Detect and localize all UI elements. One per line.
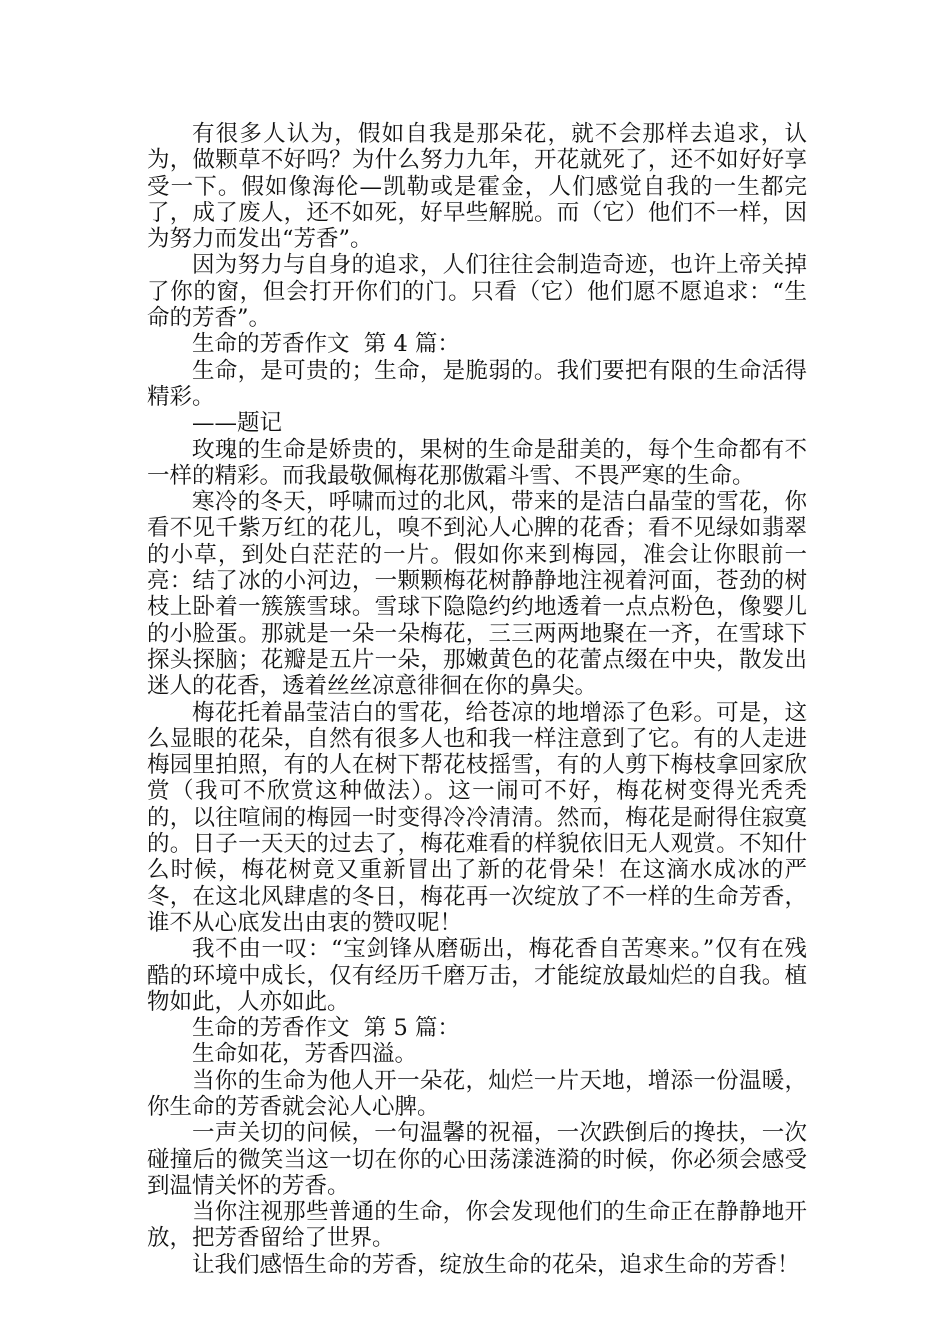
paragraph-5-4: 当你注视那些普通的生命，你会发现他们的生命正在静静地开放，把芳香留给了世界。 (147, 1199, 807, 1252)
paragraph-intro-1: 有很多人认为，假如自我是那朵花，就不会那样去追求，认为，做颗草不好吗？为什么努力九年，开花就死了，还不如好好享受一下。假如像海伦—凯勒或是霍金，人们感觉自我的一生都完了，成了废人，还不如死，好早些解脱。而（它）他们不一样，因为努力而发出“芳香”。 (147, 121, 807, 253)
paragraph-4-1: 玫瑰的生命是娇贵的，果树的生命是甜美的，每个生命都有不一样的精彩。而我最敬佩梅花那傲霜斗雪、不畏严寒的生命。 (147, 436, 807, 489)
document-page (147, 121, 807, 1278)
section-heading-5: 生命的芳香作文 第 5 篇： (192, 1015, 460, 1042)
paragraph-4-4: 我不由一叹：“宝剑锋从磨砺出，梅花香自苦寒来。”仅有在残酷的环境中成长，仅有经历千磨万击，才能绽放最灿烂的自我。植物如此，人亦如此。 (147, 936, 807, 1015)
paragraph-5-3: 一声关切的问候，一句温馨的祝福，一次跌倒后的搀扶，一次碰撞后的微笑当这一切在你的心田荡漾涟漪的时候，你必须会感受到温情关怀的芳香。 (147, 1120, 807, 1199)
paragraph-4-3: 梅花托着晶莹洁白的雪花，给苍凉的地增添了色彩。可是，这么显眼的花朵，自然有很多人也和我一样注意到了它。有的人走进梅园里拍照，有的人在树下帮花枝摇雪，有的人剪下梅枝拿回家欣赏（我可不欣赏这种做法）。这一闹可不好，梅花树变得光秃秃的，以往喧闹的梅园一时变得冷冷清清。然而，梅花是耐得住寂寞的。日子一天天的过去了，梅花难看的样貌依旧无人观赏。不知什么时候，梅花树竟又重新冒出了新的花骨朵！在这滴水成冰的严冬，在这北风肆虐的冬日，梅花再一次绽放了不一样的生命芳香，谁不从心底发出由衷的赞叹呢！ (147, 699, 807, 936)
paragraph-4-2: 寒冷的冬天，呼啸而过的北风，带来的是洁白晶莹的雪花，你看不见千紫万红的花儿，嗅不到沁人心脾的花香；看不见绿如翡翠的小草，到处白茫茫的一片。假如你来到梅园，准会让你眼前一亮：结了冰的小河边，一颗颗梅花树静静地注视着河面，苍劲的树枝上卧着一簇簇雪球。雪球下隐隐约约地透着一点点粉色，像婴儿的小脸蛋。那就是一朵一朵梅花，三三两两地聚在一齐，在雪球下探头探脑；花瓣是五片一朵，那嫩黄色的花蕾点缀在中央，散发出迷人的花香，透着丝丝凉意徘徊在你的鼻尖。 (147, 489, 807, 700)
paragraph-5-1: 生命如花，芳香四溢。 (192, 1041, 418, 1068)
paragraph-5-2: 当你的生命为他人开一朵花，灿烂一片天地，增添一份温暖，你生命的芳香就会沁人心脾。 (147, 1067, 807, 1120)
paragraph-5-5: 让我们感悟生命的芳香，绽放生命的花朵，追求生命的芳香！ (192, 1251, 800, 1278)
epigraph-attribution: ——题记 (192, 410, 283, 437)
section-heading-4: 生命的芳香作文 第 4 篇： (192, 331, 460, 358)
paragraph-intro-2: 因为努力与自身的追求，人们往往会制造奇迹，也许上帝关掉了你的窗，但会打开你们的门。只看（它）他们愿不愿追求：“生命的芳香”。 (147, 252, 807, 332)
epigraph-text: 生命，是可贵的；生命，是脆弱的。我们要把有限的生命活得精彩。 (147, 357, 807, 410)
